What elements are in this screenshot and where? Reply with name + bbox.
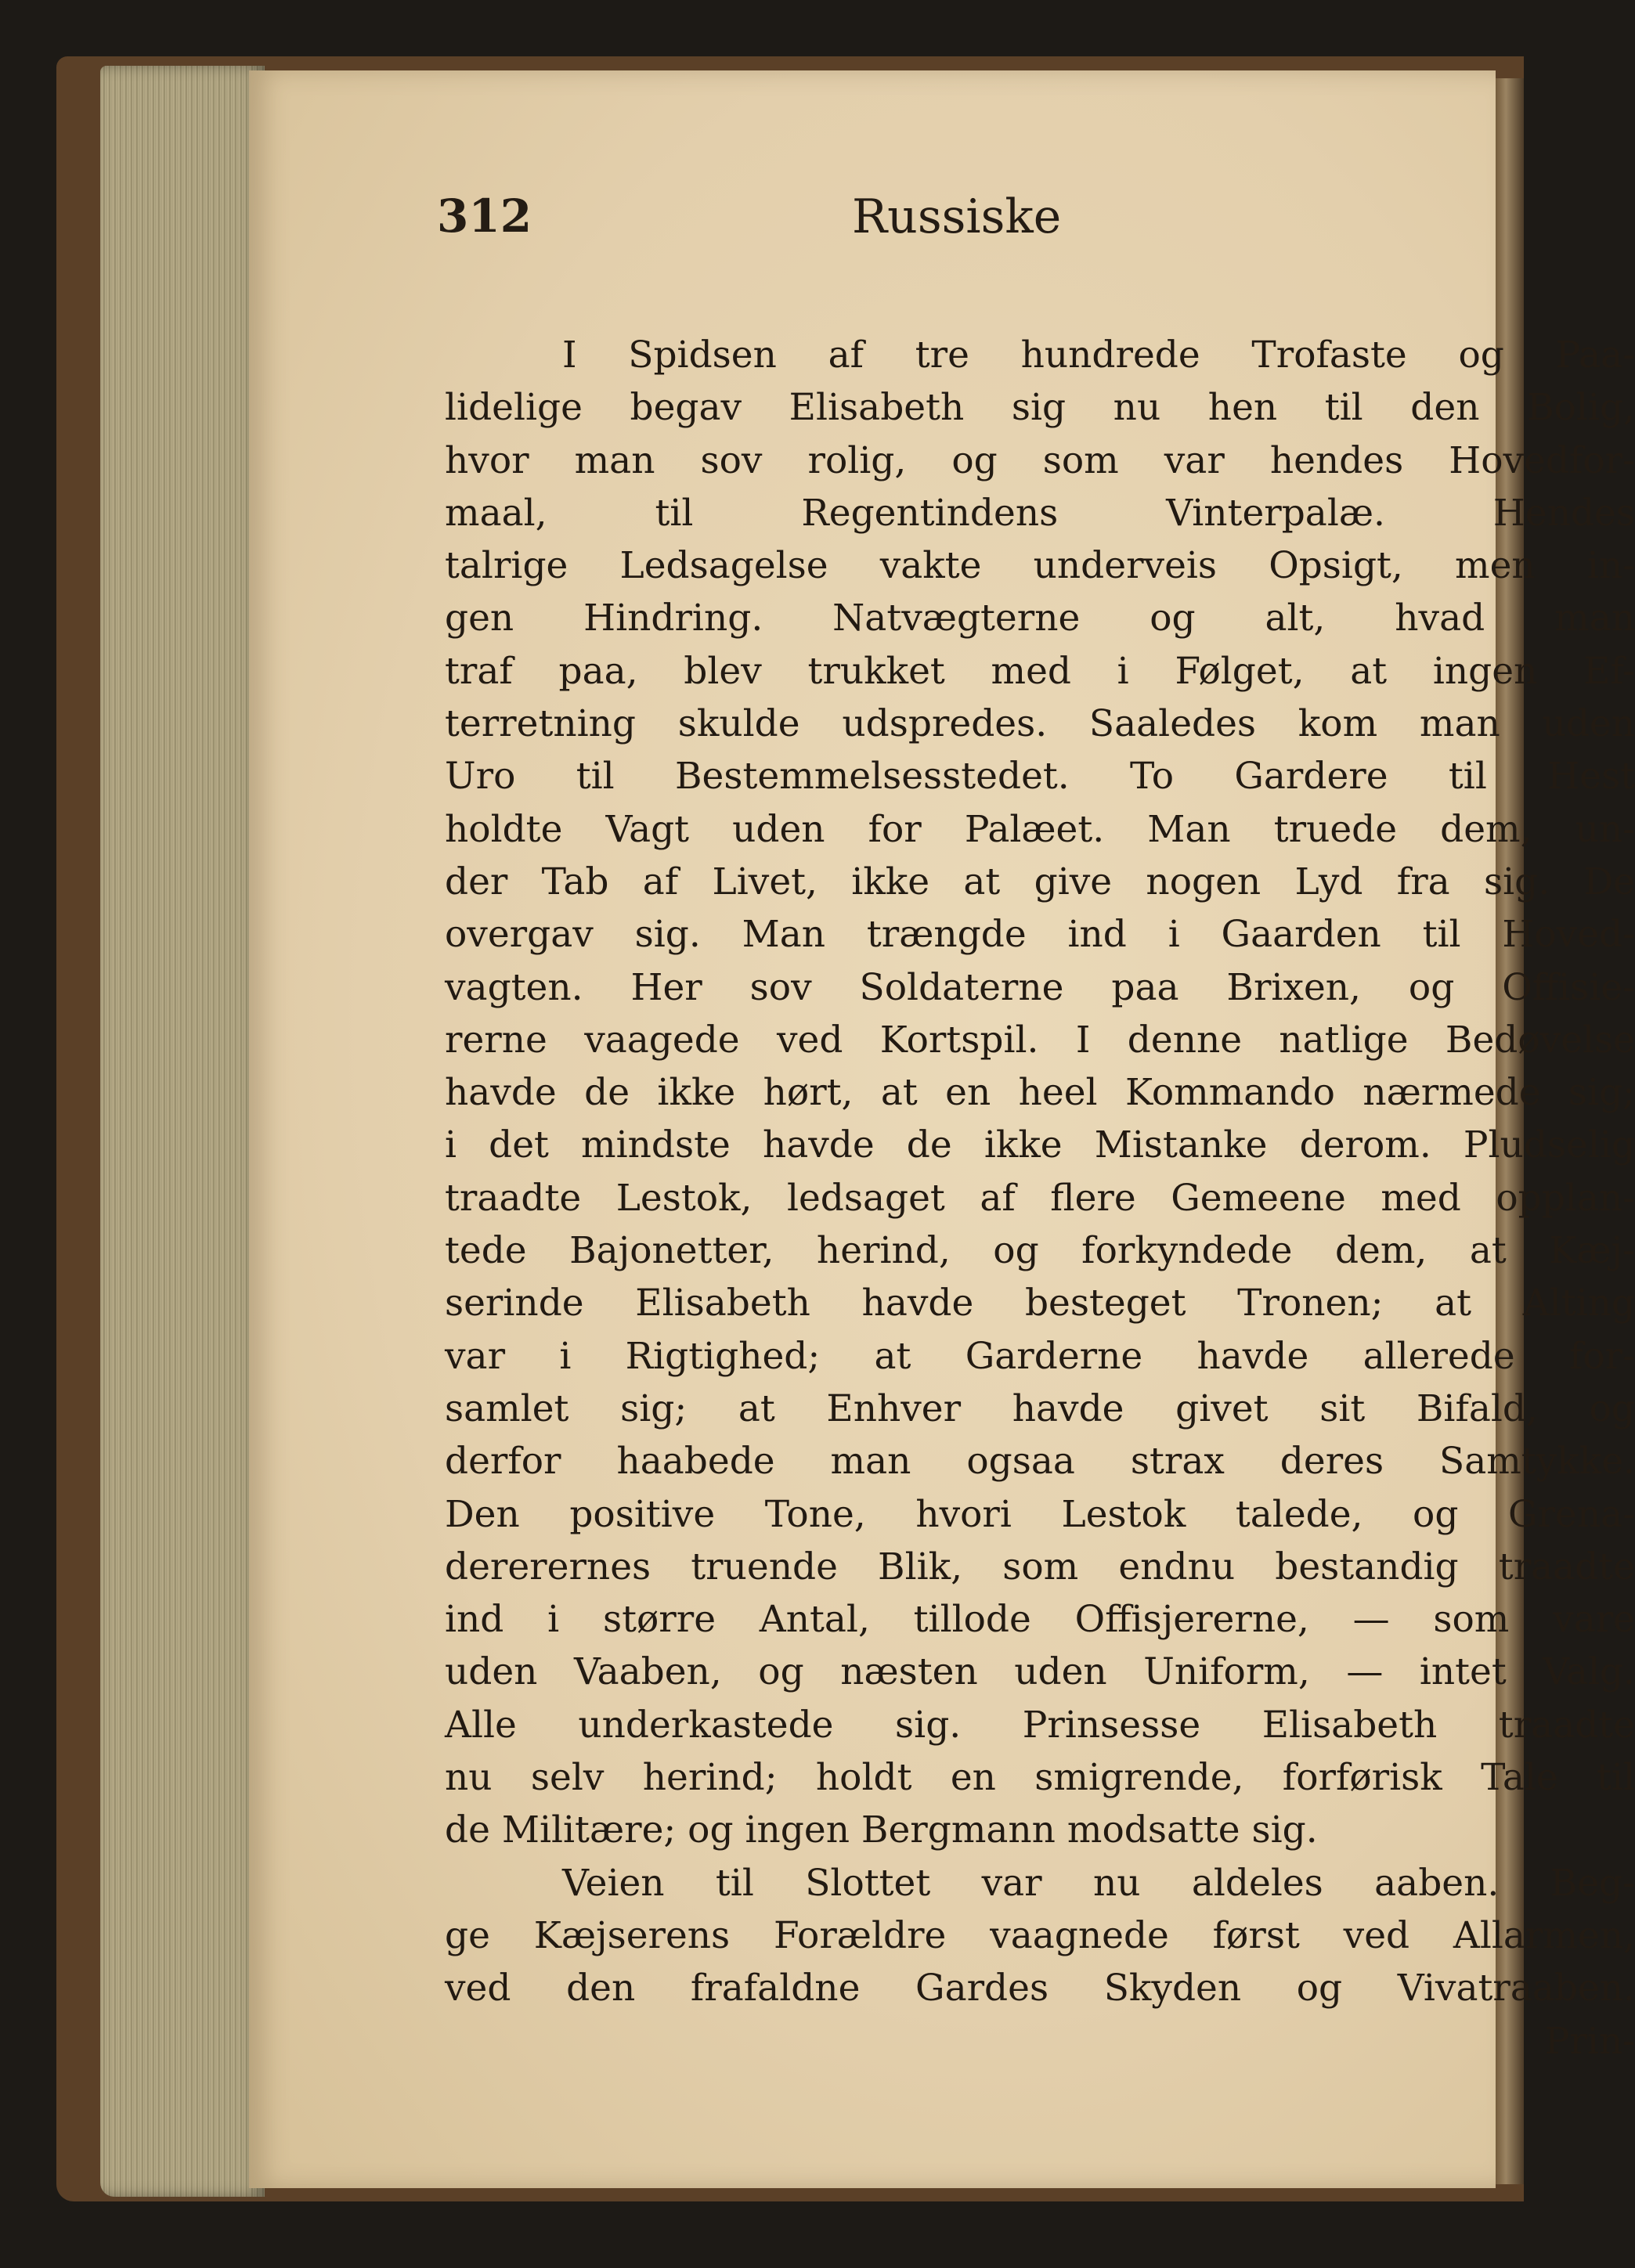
text-line: de Militære; og ingen Bergmann modsatte sig.: [445, 1808, 1318, 1852]
text-line: samlet sig; at Enhver havde givet sit Bifald, og: [445, 1386, 1635, 1430]
text-line: overgav sig. Man trængde ind i Gaarden til Hoved-: [445, 913, 1635, 957]
text-line: gen Hindring. Natvægterne og alt, hvad man: [445, 597, 1635, 640]
text-line: var i Rigtighed; at Garderne havde allerede for-: [445, 1334, 1635, 1378]
text-line: dererernes truende Blik, som endnu bestandig traadte: [445, 1545, 1635, 1588]
text-line: i det mindste havde de ikke Mistanke derom. Pludselig: [445, 1123, 1635, 1167]
text-line: lidelige begav Elisabeth sig nu hen til den Bolig,: [445, 386, 1635, 430]
text-line: ind i større Antal, tillode Offisjererne, — som vare: [445, 1598, 1635, 1642]
text-line: derfor haabede man ogsaa strax deres Samtykke.: [445, 1440, 1635, 1484]
text-line: terretning skulde udspredes. Saaledes kom man uden: [445, 702, 1635, 746]
text-line: tede Bajonetter, herind, og forkyndede dem, at Kæj-: [445, 1229, 1635, 1273]
text-line: holdte Vagt uden for Palæet. Man truede dem, un-: [445, 807, 1635, 851]
book-page: [249, 70, 1635, 2188]
text-line: serinde Elisabeth havde besteget Tronen; at Alting: [445, 1282, 1635, 1325]
catchword: Prin-: [1544, 2019, 1635, 2063]
running-title: Russiske: [852, 189, 1062, 244]
page-number: 312: [437, 189, 532, 243]
text-line: rerne vaagede ved Kortspil. I denne natlige Bedøvelse: [445, 1018, 1635, 1062]
text-line: Alle underkastede sig. Prinsesse Elisabeth traadte: [445, 1703, 1635, 1747]
text-line: nu selv herind; holdt en smigrende, forførisk Tale til: [445, 1756, 1635, 1800]
text-line: vagten. Her sov Soldaterne paa Brixen, og Offisie-: [445, 965, 1635, 1009]
text-line: traf paa, blev trukket med i Følget, at ingen Ef-: [445, 649, 1635, 693]
text-line: traadte Lestok, ledsaget af flere Gemeene med opplan-: [445, 1176, 1635, 1220]
text-line: Den positive Tone, hvori Lestok talede, og Grena-: [445, 1492, 1635, 1536]
text-line: havde de ikke hørt, at en heel Kommando nærmede sig;: [445, 1071, 1635, 1115]
text-line: Uro til Bestemmelsesstedet. To Gardere til Hest: [445, 755, 1635, 799]
text-line: talrige Ledsagelse vakte underveis Opsigt, men in-: [445, 544, 1635, 588]
text-line: ge Kæjserens Forældre vaagnede først ved Allarmen,: [445, 1913, 1635, 1957]
text-line: I Spidsen af tre hundrede Trofaste og Paa-: [562, 334, 1635, 377]
text-line: ved den frafaldne Gardes Skyden og Vivatraaben.: [445, 1967, 1635, 2010]
text-line: Veien til Slottet var nu aldeles aaben. Beg-: [562, 1861, 1635, 1905]
text-body: [445, 329, 1635, 2068]
text-line: uden Vaaben, og næsten uden Uniform, — intet Valg.: [445, 1650, 1635, 1694]
page-header: [249, 189, 1496, 268]
page-edges: [100, 66, 265, 2197]
text-line: maal, til Regentindens Vinterpalæ. Hendes: [445, 491, 1635, 535]
text-line: hvor man sov rolig, og som var hendes Hovedfor-: [445, 438, 1635, 482]
text-line: der Tab af Livet, ikke at give nogen Lyd fra sig. De: [445, 860, 1635, 903]
